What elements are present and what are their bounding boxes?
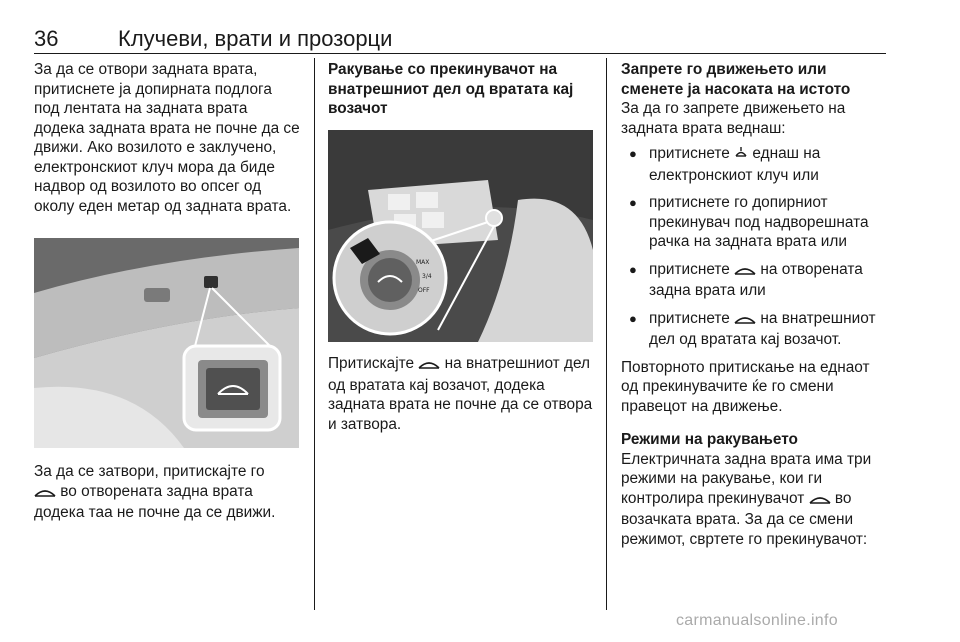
paragraph: За да се затвори, притискајте го во отворената задна врата додека таа не почне да се движи. (34, 463, 276, 521)
paragraph: Електричната задна врата има три режими на ракување, кои ги контролира прекинувачот во возачката врата. За да се смени режимот, свртете го прекинувачот: (621, 450, 872, 548)
paragraph: Повторното притискање на еднаот од прекинувачите ќе го смени правецот на движење. (621, 358, 870, 415)
list-item: ● притиснете еднаш на електронскиот клуч или (621, 144, 889, 185)
paragraph: За да се отвори задната врата, притиснете ја допирната подлога под лентата на задната врата додека задната врата не почне да се движи. Ако возилото е заклучено, електронскиот клуч мора да биде надвор од возилото во опсег од околу еден метар од задната врата. (34, 61, 300, 215)
list-item: ● притиснете на отворената задна врата или (621, 260, 889, 301)
column-1-lower (34, 462, 300, 523)
column-1 (34, 60, 300, 216)
list-item: ● притиснете на внатрешниот дел од вратата кај возачот. (621, 309, 889, 350)
bullet-list (621, 144, 889, 350)
page-number: 36 (34, 26, 59, 51)
section-heading: Режими на ракувањето (621, 431, 798, 448)
door-switch-photo (328, 130, 593, 342)
switch-position-label: OFF (418, 287, 430, 294)
list-item: ● притиснете го допирниот прекинувач под надворешната рачка на задната врата или (621, 193, 889, 252)
watermark: carmanualsonline.info (676, 612, 838, 629)
page-title: Клучеви, врати и прозорци (118, 26, 393, 51)
switch-position-label: 3/4 (422, 273, 432, 280)
column-2-lower (328, 354, 594, 434)
tailgate-photo (34, 238, 299, 448)
column-divider (314, 58, 315, 610)
tailgate-icon (809, 491, 831, 511)
column-divider (606, 58, 607, 610)
page-header (34, 26, 886, 54)
section-heading: Запрете го движењето или сменете ја насоката на истото (621, 61, 851, 98)
column-2 (328, 60, 594, 119)
tailgate-icon (734, 262, 756, 282)
paragraph: Притискајте на внатрешниот дел од вратата кај возачот, додека задната врата не почне да се отвора и затвора. (328, 355, 593, 433)
tailgate-icon (418, 356, 440, 376)
section-heading: Ракување со прекинувачот на внатрешниот дел од вратата кај возачот (328, 61, 574, 117)
tailgate-icon (734, 311, 756, 331)
column-3 (621, 60, 889, 549)
header-rule (34, 53, 886, 54)
tailgate-icon (34, 484, 56, 504)
key-tailgate-icon (734, 146, 748, 166)
paragraph: За да го запрете движењето на задната врата веднаш: (621, 100, 846, 137)
switch-position-label: MAX (416, 259, 430, 266)
